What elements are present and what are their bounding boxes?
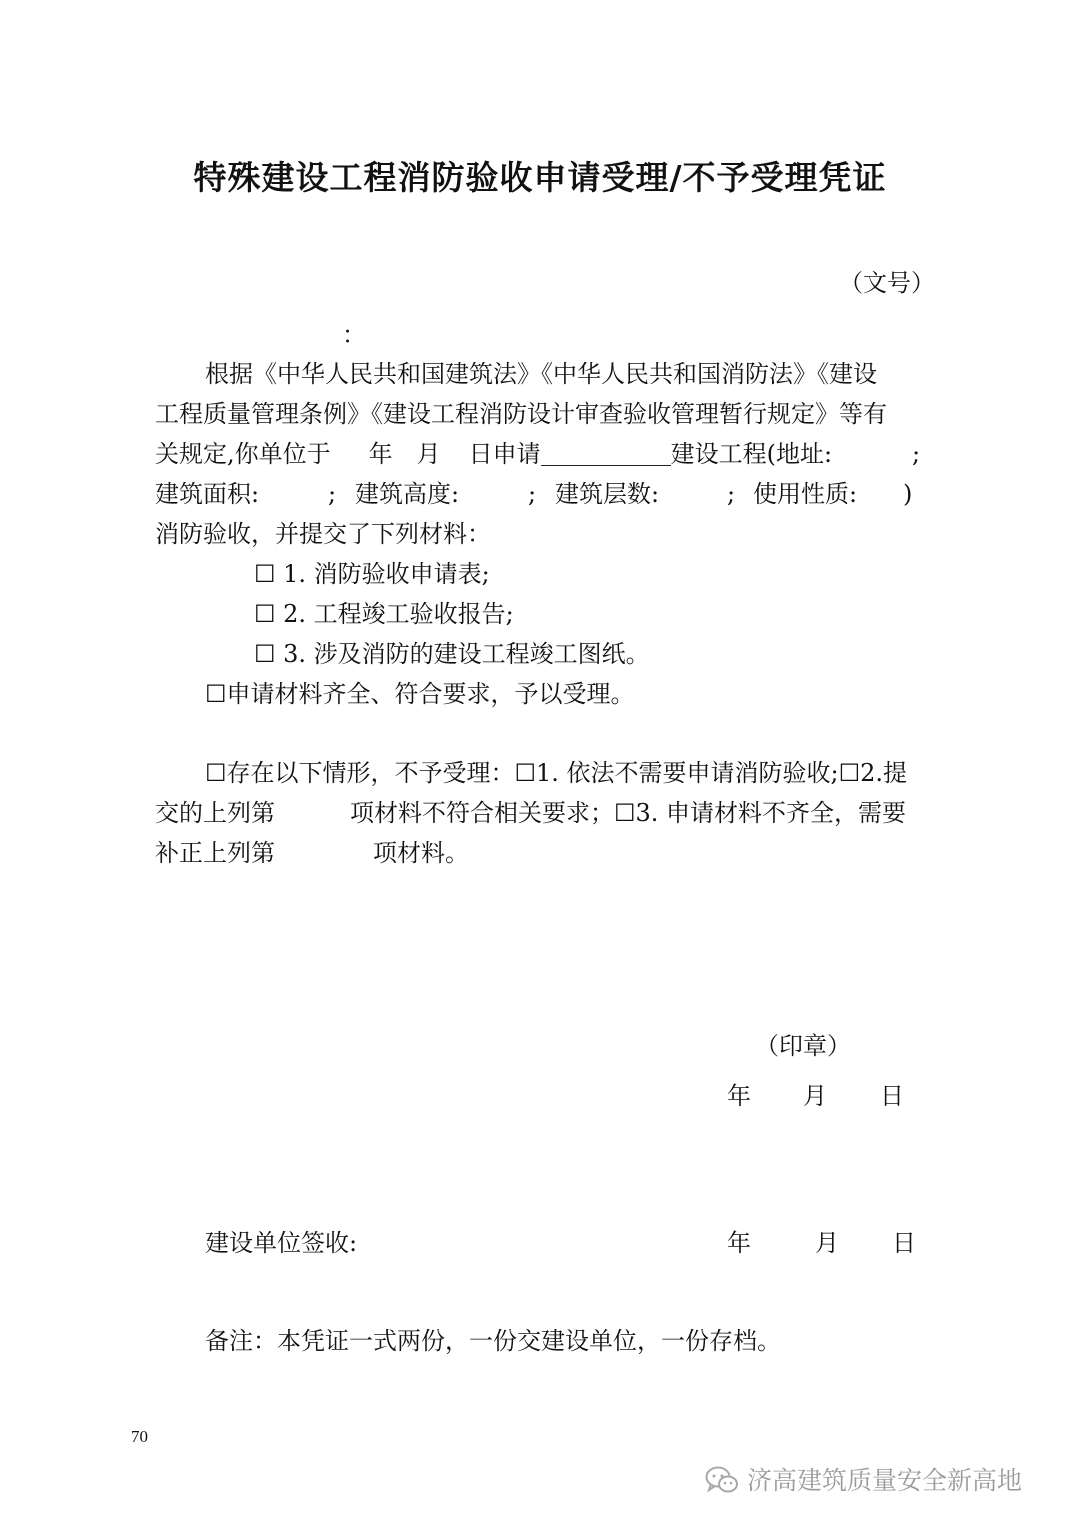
building-area-label: 建筑面积: — [155, 480, 260, 508]
material-item-2[interactable]: ☐ 2. 工程竣工验收报告; — [254, 600, 514, 628]
line3-project: 建设工程(地址: — [670, 440, 833, 468]
watermark-text: 济高建筑质量安全新高地 — [747, 1466, 1023, 1495]
date2-year: 年 — [727, 1229, 751, 1257]
line3-day-apply: 日申请 — [468, 440, 541, 468]
document-title: 特殊建设工程消防验收申请受理/不予受理凭证 — [193, 158, 887, 197]
reject-line-2-b: 项材料不符合相关要求；☐3. 申请材料不齐全，需要 — [350, 799, 907, 827]
accept-option[interactable]: ☐申请材料齐全、符合要求，予以受理。 — [205, 680, 635, 708]
wechat-icon — [705, 1465, 739, 1501]
line3-month: 月 — [416, 440, 441, 468]
footnote: 备注：本凭证一式两份，一份交建设单位，一份存档。 — [205, 1327, 781, 1355]
reject-line-1[interactable]: ☐存在以下情形，不予受理：☐1. 依法不需要申请消防验收;☐2.提 — [205, 759, 908, 787]
project-name-blank — [541, 439, 671, 466]
recipient-colon: ： — [342, 321, 366, 349]
date1-year: 年 — [727, 1082, 751, 1110]
doc-number-label: （文号） — [839, 269, 935, 297]
line4-sep-3: ; — [727, 480, 736, 508]
paragraph-line-3 — [155, 434, 832, 474]
paragraph-line-2: 工程质量管理条例》《建设工程消防设计审查验收管理暂行规定》等有 — [155, 400, 887, 428]
paragraph-line-1: 根据《中华人民共和国建筑法》《中华人民共和国消防法》《建设 — [205, 360, 877, 388]
date2-day: 日 — [892, 1229, 916, 1257]
seal-label: （印章） — [755, 1032, 851, 1060]
date1-day: 日 — [880, 1082, 904, 1110]
reject-line-3-a: 补正上列第 — [155, 839, 275, 867]
line4-sep-2: ; — [528, 480, 537, 508]
line4-close-paren: ) — [903, 480, 913, 508]
building-usage-label: 使用性质: — [753, 480, 858, 508]
page-number: 70 — [131, 1427, 148, 1446]
line4-sep-1: ; — [328, 480, 337, 508]
date1-month: 月 — [803, 1082, 827, 1110]
paragraph-line-5: 消防验收，并提交了下列材料： — [155, 520, 491, 548]
watermark — [705, 1461, 1022, 1501]
line3-year: 年 — [368, 440, 393, 468]
material-item-1[interactable]: ☐ 1. 消防验收申请表; — [254, 560, 490, 588]
material-item-3[interactable]: ☐ 3. 涉及消防的建设工程竣工图纸。 — [254, 640, 650, 668]
signature-label: 建设单位签收: — [205, 1229, 358, 1257]
line3-lead: 关规定,你单位于 — [155, 440, 331, 468]
building-height-label: 建筑高度: — [355, 480, 460, 508]
reject-line-3-b: 项材料。 — [373, 839, 469, 867]
building-floors-label: 建筑层数: — [555, 480, 660, 508]
line3-semicolon: ; — [912, 440, 921, 468]
reject-line-2-a: 交的上列第 — [155, 799, 275, 827]
date2-month: 月 — [815, 1229, 839, 1257]
